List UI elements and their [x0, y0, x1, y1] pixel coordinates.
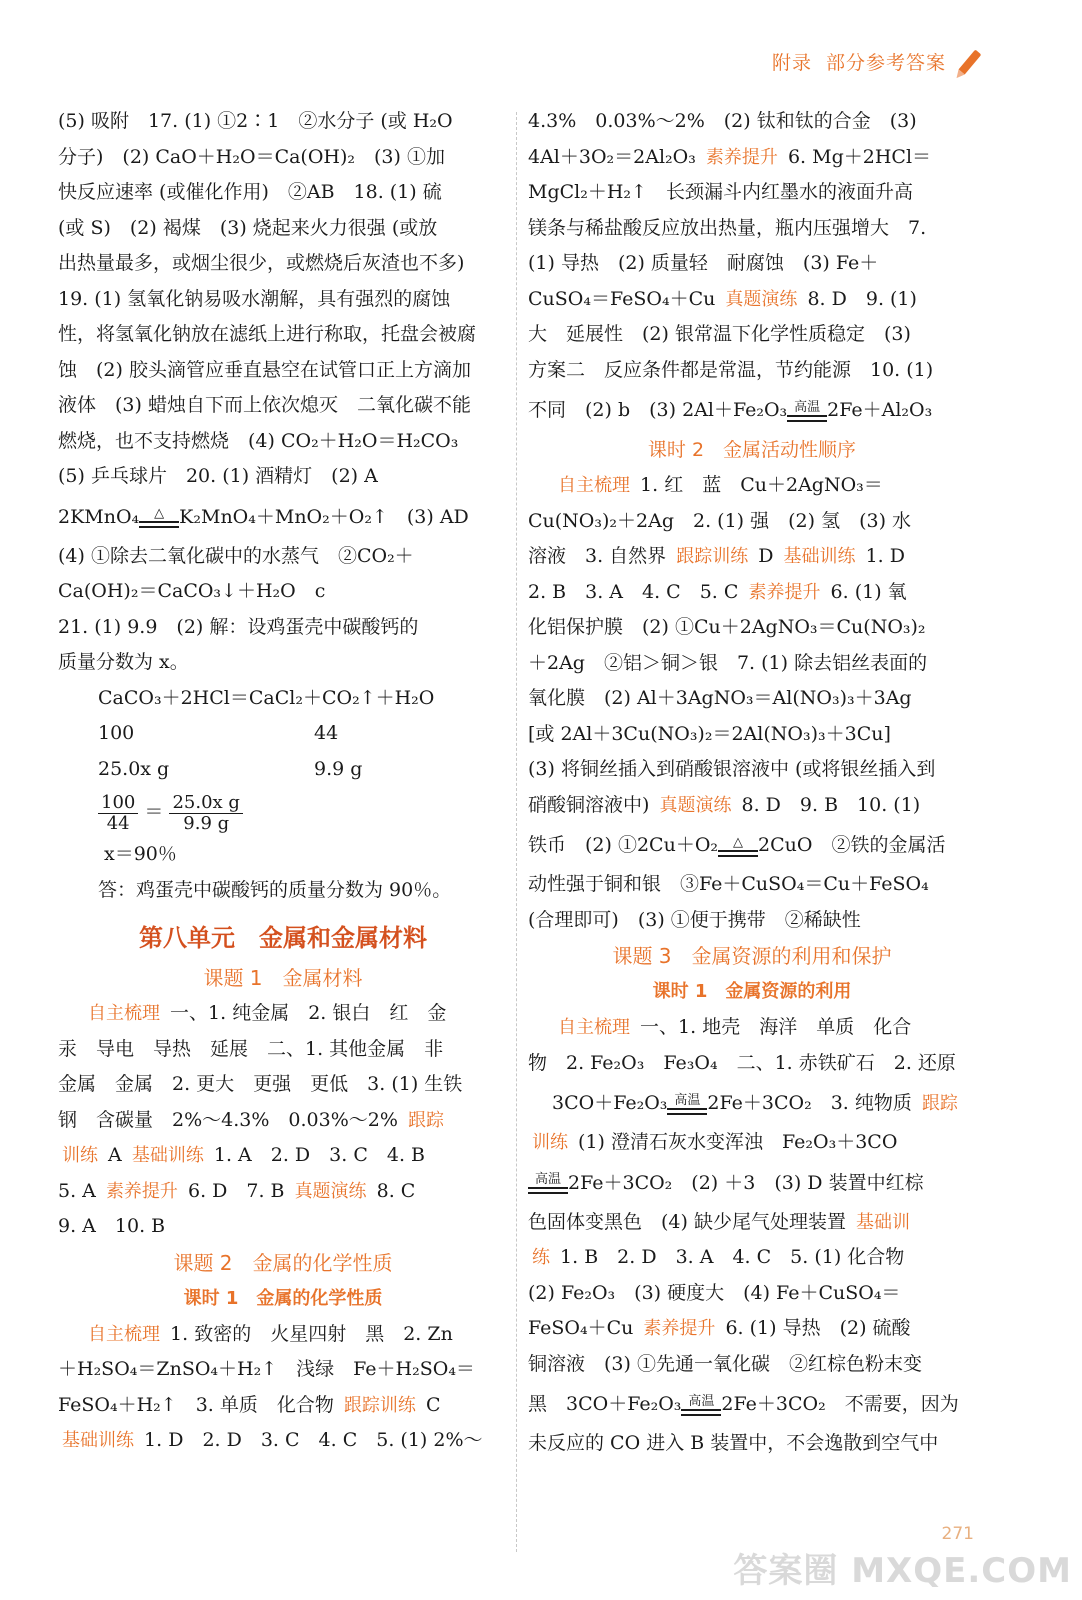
- line-content: 1. D: [865, 545, 905, 567]
- condition-label: △: [733, 834, 744, 850]
- line-content: 4Al＋3O₂＝2Al₂O₃: [528, 145, 696, 168]
- reaction-condition: [528, 1173, 568, 1194]
- line-content: A: [108, 1144, 122, 1166]
- result-line: x＝90％: [104, 843, 177, 865]
- text-line: 9. A 10. B: [58, 1215, 166, 1237]
- section-tag: 真题演练: [294, 1180, 367, 1202]
- line-content: 1. B 2. D 3. A 4. C 5. (1) 化合物: [560, 1246, 905, 1268]
- line-content: 6. (1) 氧: [830, 580, 907, 603]
- text-line: [528, 1125, 976, 1161]
- text-line: [58, 996, 508, 1032]
- proportion-row: [58, 787, 508, 837]
- reaction-condition: [667, 1094, 707, 1115]
- text-line: 出热量最多，或烟尘很少，或燃烧后灰渣也不多): [58, 252, 465, 274]
- answer-line: 答：鸡蛋壳中碳酸钙的质量分数为 90％。: [98, 878, 452, 901]
- molar-mass: 100: [98, 722, 135, 744]
- fraction-numerator: 100: [98, 793, 138, 814]
- text-line: 19. (1) 氢氧化钠易吸水潮解，具有强烈的腐蚀: [58, 287, 451, 310]
- text-line: [528, 140, 976, 176]
- text-line: (或 S) (2) 褐煤 (3) 烧起来火力很强 (或放: [58, 216, 438, 239]
- right-column: [528, 104, 976, 1462]
- line-content: D: [758, 545, 774, 567]
- equation-part: 不同 (2) b (3) 2Al＋Fe₂O₃: [528, 399, 788, 421]
- section-tag: 练: [532, 1247, 550, 1268]
- reaction-condition: [139, 507, 179, 528]
- text-line: 21. (1) 9.9 (2) 解：设鸡蛋壳中碳酸钙的: [58, 615, 419, 638]
- section-tag: 基础训: [856, 1211, 911, 1233]
- text-line: 质量分数为 x。: [58, 651, 189, 673]
- text-line: 汞 导电 导热 延展 二、1. 其他金属 非: [58, 1037, 444, 1060]
- text-line: (合理即可) (3) ①便于携带 ②稀缺性: [528, 908, 861, 931]
- line-content: 1. 致密的 火星四射 黑 2. Zn: [170, 1322, 453, 1345]
- text-line: 化铝保护膜 (2) ①Cu＋2AgNO₃＝Cu(NO₃)₂: [528, 616, 926, 638]
- line-content: 6. (1) 导热 (2) 硫酸: [725, 1317, 911, 1339]
- section-tag: 训练: [532, 1132, 568, 1153]
- text-line: [58, 1103, 508, 1139]
- condition-label: 高温: [688, 1393, 715, 1409]
- fraction-denominator: 9.9 g: [183, 812, 230, 834]
- line-content: (1) 澄清石灰水变浑浊 Fe₂O₃＋3CO: [578, 1131, 898, 1153]
- condition-label: 高温: [674, 1092, 701, 1108]
- line-content: 一、1. 地壳 海洋 单质 化合: [640, 1016, 912, 1038]
- fraction-numerator: 25.0x g: [169, 793, 242, 814]
- text-line: 液体 (3) 蜡烛自下而上依次熄灭 二氧化碳不能: [58, 394, 471, 416]
- section-tag: 素养提升: [105, 1180, 178, 1202]
- section-tag: 跟踪: [921, 1093, 958, 1114]
- text-line: 未反应的 CO 进入 B 装置中，不会逸散到空气中: [528, 1432, 939, 1454]
- lesson-title: 课题 3 金属资源的利用和保护: [612, 944, 892, 968]
- equals-bar: [787, 415, 827, 422]
- line-content: 溶液 3. 自然界: [528, 545, 667, 567]
- text-line: 氧化膜 (2) Al＋3AgNO₃＝Al(NO₃)₃＋3Ag: [528, 687, 912, 709]
- section-tag: 自主梳理: [558, 475, 630, 496]
- reaction-condition: [681, 1395, 721, 1416]
- text-line: [58, 1388, 508, 1424]
- line-content: 钢 含碳量 2%～4.3% 0.03%～2%: [58, 1108, 398, 1131]
- reaction-condition: [718, 836, 758, 857]
- line-content: 5. A: [58, 1179, 96, 1202]
- text-line: [528, 539, 976, 575]
- text-line: Cu(NO₃)₂＋2Ag 2. (1) 强 (2) 氢 (3) 水: [528, 509, 912, 532]
- text-line: [528, 1205, 976, 1241]
- section-tag: 跟踪训练: [676, 546, 749, 567]
- chemical-equation: CaCO₃＋2HCl＝CaCl₂＋CO₂↑＋H₂O: [98, 686, 435, 709]
- text-line: [528, 575, 976, 611]
- text-line: 金属 金属 2. 更大 更强 更低 3. (1) 生铁: [58, 1073, 463, 1095]
- section-tag: 素养提升: [748, 581, 821, 603]
- left-column: [58, 104, 508, 1459]
- condition-label: 高温: [794, 399, 821, 415]
- line-content: 6. D 7. B: [187, 1179, 285, 1202]
- site-watermark: 答案圈 MXQE.COM: [733, 1551, 1072, 1591]
- line-content: 8. C: [376, 1179, 416, 1202]
- page-number: 271: [941, 1524, 974, 1544]
- condition-label: △: [154, 506, 165, 521]
- text-line: ＋H₂SO₄＝ZnSO₄＋H₂↑ 浅绿 Fe＋H₂SO₄＝: [58, 1358, 475, 1380]
- section-tag: 自主梳理: [88, 1323, 160, 1345]
- equation-line: [58, 495, 508, 539]
- mass-row: [58, 752, 508, 788]
- section-tag: 自主梳理: [558, 1017, 630, 1038]
- line-content: 一、1. 纯金属 2. 银白 红 金: [170, 1002, 447, 1024]
- section-tag: 基础训练: [62, 1430, 134, 1451]
- text-line: 快反应速率 (或催化作用) ②AB 18. (1) 硫: [58, 181, 442, 203]
- equation-line: [528, 388, 976, 432]
- text-line: [58, 1174, 508, 1210]
- text-line: 燃烧，也不支持燃烧 (4) CO₂＋H₂O＝H₂CO₃: [58, 429, 459, 452]
- equals-bar: [681, 1409, 721, 1416]
- text-line: [58, 1317, 508, 1353]
- text-line: 大 延展性 (2) 银常温下化学性质稳定 (3): [528, 323, 911, 345]
- line-content: FeSO₄＋H₂↑ 3. 单质 化合物: [58, 1393, 334, 1416]
- text-line: 分子) (2) CaO＋H₂O＝Ca(OH)₂ (3) ①加: [58, 145, 445, 168]
- header-section: 附录: [771, 52, 812, 74]
- text-line: [528, 468, 976, 504]
- line-content: 硝酸铜溶液中): [528, 793, 650, 816]
- equation-line: [528, 1081, 976, 1125]
- equation-part: 3CO＋Fe₂O₃: [552, 1092, 668, 1114]
- section-tag: 训练: [62, 1145, 98, 1166]
- equation-line: [528, 1382, 976, 1426]
- section-tag: 真题演练: [659, 794, 732, 816]
- text-line: 性，将氢氧化钠放在滤纸上进行称取，托盘会被腐: [58, 323, 477, 345]
- section-tag: 跟踪: [407, 1109, 444, 1131]
- section-tag: 基础训练: [131, 1145, 204, 1166]
- text-line: [58, 1138, 508, 1174]
- line-content: 2. B 3. A 4. C 5. C: [528, 580, 739, 603]
- lesson-title: 课题 1 金属材料: [203, 966, 363, 990]
- text-line: [528, 1311, 976, 1347]
- period-title: 课时 1 金属的化学性质: [183, 1287, 383, 1309]
- line-content: C: [425, 1393, 441, 1416]
- equals-sign: ＝: [144, 801, 164, 823]
- text-line: (3) 将铜丝插入到硝酸银溶液中 (或将银丝插入到: [528, 758, 936, 780]
- text-line: [或 2Al＋3Cu(NO₃)₂＝2Al(NO₃)₃＋3Cu]: [528, 722, 891, 745]
- text-line: 物 2. Fe₂O₃ Fe₃O₄ 二、1. 赤铁矿石 2. 还原: [528, 1051, 956, 1074]
- page-header: [772, 48, 974, 75]
- section-tag: 自主梳理: [88, 1003, 160, 1024]
- text-line: (5) 吸附 17. (1) ①2∶1 ②水分子 (或 H₂O: [58, 110, 453, 132]
- text-line: 镁条与稀盐酸反应放出热量，瓶内压强增大 7.: [528, 216, 927, 239]
- equals-bar: [139, 521, 179, 528]
- text-line: [528, 788, 976, 824]
- text-line: 方案二 反应条件都是常温，节约能源 10. (1): [528, 358, 934, 381]
- mass-value: 25.0x g: [98, 757, 170, 780]
- fraction: [169, 793, 242, 834]
- line-content: 6. Mg＋2HCl＝: [787, 145, 932, 168]
- mass-ratio-row: [58, 716, 508, 752]
- fraction-denominator: 44: [106, 812, 130, 834]
- equation-part: 黑 3CO＋Fe₂O₃: [528, 1393, 682, 1415]
- equation-part: 2Fe＋Al₂O₃: [827, 399, 933, 421]
- period-title: 课时 1 金属资源的利用: [652, 981, 852, 1002]
- line-content: 1. 红 蓝 Cu＋2AgNO₃＝: [640, 474, 883, 496]
- text-line: MgCl₂＋H₂↑ 长颈漏斗内红墨水的液面升高: [528, 181, 913, 203]
- condition-label: 高温: [534, 1172, 561, 1187]
- section-tag: 素养提升: [643, 1318, 716, 1339]
- text-line: [528, 1010, 976, 1046]
- text-line: (1) 导热 (2) 质量轻 耐腐蚀 (3) Fe＋: [528, 252, 879, 274]
- unit-title: 第八单元 金属和金属材料: [139, 924, 427, 952]
- text-line: (2) Fe₂O₃ (3) 硬度大 (4) Fe＋CuSO₄＝: [528, 1281, 901, 1304]
- line-content: 8. D 9. B 10. (1): [741, 793, 921, 816]
- equation-part: 2Fe＋3CO₂ 3. 纯物质: [707, 1092, 912, 1114]
- text-line: 动性强于铜和银 ③Fe＋CuSO₄＝Cu＋FeSO₄: [528, 873, 929, 895]
- text-line: [528, 282, 976, 318]
- text-line: 蚀 (2) 胶头滴管应垂直悬空在试管口正上方滴加: [58, 358, 471, 381]
- line-content: 8. D 9. (1): [807, 287, 917, 310]
- equals-bar: [667, 1108, 707, 1115]
- header-title: 部分参考答案: [825, 52, 946, 74]
- equation-part: 2KMnO₄: [58, 505, 140, 528]
- section-tag: 真题演练: [725, 288, 798, 310]
- section-tag: 跟踪训练: [343, 1394, 416, 1416]
- equation-line: [528, 823, 976, 867]
- reaction-condition: [787, 401, 827, 422]
- section-tag: 基础训练: [783, 546, 856, 567]
- line-content: 色固体变黑色 (4) 缺少尾气处理装置: [528, 1210, 846, 1233]
- lesson-title: 课题 2 金属的化学性质: [173, 1250, 393, 1275]
- text-line: [528, 1240, 976, 1276]
- period-title: 课时 2 金属活动性顺序: [647, 439, 857, 461]
- equation-part: 2Fe＋3CO₂ (2) ＋3 (3) D 装置中红棕: [568, 1171, 924, 1194]
- fraction: [98, 793, 138, 834]
- text-line: [58, 1423, 508, 1459]
- equation-line: [528, 1161, 976, 1205]
- equation-part: K₂MnO₄＋MnO₂＋O₂↑ (3) AD: [179, 505, 469, 528]
- molar-mass: 44: [314, 722, 339, 744]
- equals-bar: [528, 1187, 568, 1194]
- equation-part: 2Fe＋3CO₂ 不需要，因为: [721, 1393, 959, 1415]
- equation-part: 2CuO ②铁的金属活: [758, 834, 946, 856]
- text-line: (4) ①除去二氧化碳中的水蒸气 ②CO₂＋: [58, 544, 414, 567]
- line-content: 1. D 2. D 3. C 4. C 5. (1) 2%～: [144, 1429, 483, 1451]
- text-line: 铜溶液 (3) ①先通一氧化碳 ②红棕色粉末变: [528, 1352, 922, 1375]
- mass-value: 9.9 g: [314, 757, 363, 780]
- text-line: (5) 乒乓球片 20. (1) 酒精灯 (2) A: [58, 465, 378, 487]
- text-line: ＋2Ag ②铝＞铜＞银 7. (1) 除去铝丝表面的: [528, 651, 928, 674]
- pencil-icon: [959, 49, 982, 74]
- equals-bar: [718, 850, 758, 857]
- line-content: 1. A 2. D 3. C 4. B: [213, 1144, 425, 1166]
- line-content: CuSO₄＝FeSO₄＋Cu: [528, 287, 716, 310]
- equation-part: 铁币 (2) ①2Cu＋O₂: [528, 834, 719, 856]
- section-tag: 素养提升: [705, 146, 778, 168]
- column-divider: [516, 112, 517, 1552]
- text-line: Ca(OH)₂＝CaCO₃↓＋H₂O c: [58, 580, 326, 602]
- text-line: 4.3% 0.03%～2% (2) 钛和钛的合金 (3): [528, 110, 917, 132]
- line-content: FeSO₄＋Cu: [528, 1317, 634, 1339]
